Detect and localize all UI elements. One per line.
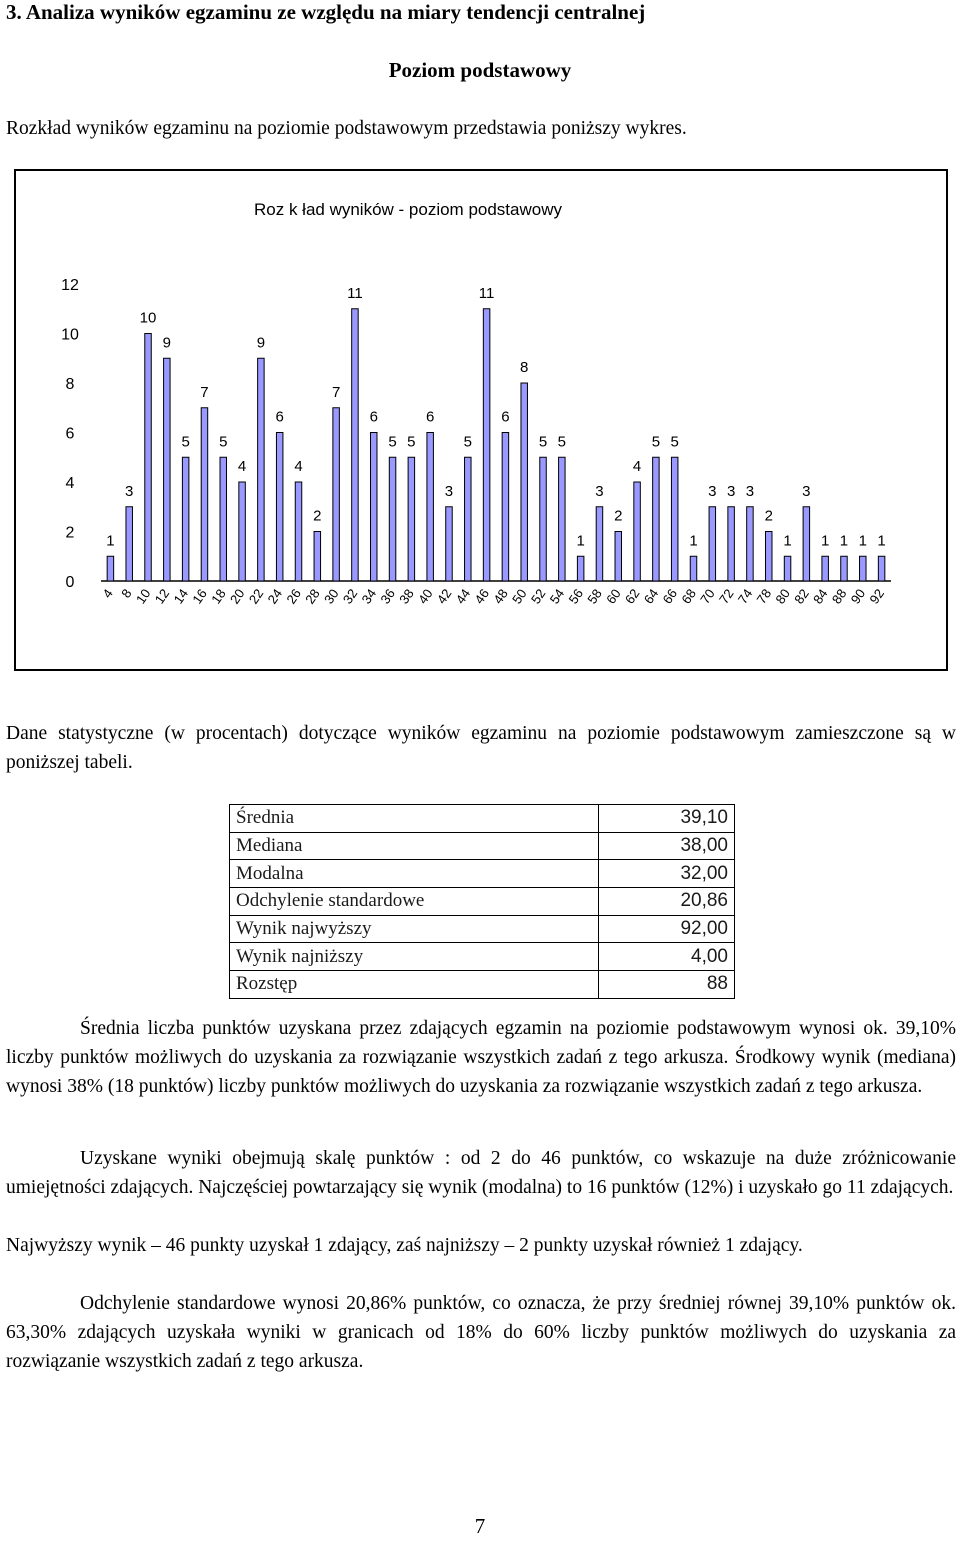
stats-row [230,805,735,833]
bar [314,532,321,582]
bar [446,507,453,581]
level-heading: Poziom podstawowy [388,58,572,82]
bar-data-label: 3 [726,482,736,500]
bar [559,457,566,581]
bar-data-label: 1 [783,532,792,550]
bar-data-label: 5 [670,433,679,451]
x-tick-label: 66 [659,586,681,607]
bar [615,532,622,582]
bar-data-label: 8 [520,359,529,376]
chart-canvas [16,171,946,669]
bar-data-label: 1 [858,532,867,550]
bar-data-label: 7 [200,383,209,401]
stats-row [230,971,735,999]
x-tick-label: 62 [621,586,643,607]
bar [201,408,208,581]
bar-data-label: 10 [139,309,157,327]
x-tick-label: 68 [678,586,699,607]
stats-row [230,915,735,943]
x-tick-label: 56 [565,586,587,607]
x-tick-label: 26 [283,586,304,607]
x-tick-label: 30 [320,586,342,607]
bar [577,556,584,581]
x-tick-label: 60 [603,586,624,607]
bar-data-label: 5 [407,433,416,451]
bar-data-label: 6 [501,408,510,426]
bar-data-label: 2 [313,507,322,525]
bar-data-label: 1 [839,532,849,550]
bar-data-label: 9 [162,334,172,352]
stats-row [230,943,735,971]
bar [878,556,885,581]
x-tick-label: 4 [99,586,116,601]
x-tick-label: 90 [847,586,869,607]
bar-data-label: 1 [820,532,830,550]
bar [276,433,283,582]
bar [822,556,829,581]
x-tick-label: 8 [118,586,135,601]
x-tick-label: 14 [170,586,192,607]
bar [107,556,114,581]
y-tick-label: 8 [65,376,75,393]
x-tick-label: 70 [697,586,718,607]
bar [671,457,678,581]
x-tick-label: 32 [339,586,361,607]
bar-data-label: 5 [219,433,228,451]
stats-row [230,888,735,916]
paragraph-extremes: Najwyższy wynik – 46 punkty uzyskał 1 zdający, zaś najniższy – 2 punkty uzyskał również 1 zdający. [6,1235,803,1256]
stats-label: Średnia [230,805,599,833]
bar [465,457,472,581]
bar-data-label: 3 [802,482,811,500]
x-tick-label: 72 [715,586,737,607]
x-tick-label: 44 [452,586,474,607]
x-tick-label: 34 [358,586,380,607]
section-heading: 3. Analiza wyników egzaminu ze względu na miary tendencji centralnej [6,0,646,24]
x-tick-label: 88 [828,586,850,607]
x-tick-label: 38 [396,586,417,607]
bar [239,482,246,581]
bar-data-label: 1 [689,532,698,550]
stats-row [230,860,735,888]
x-tick-label: 52 [527,586,549,607]
bar [596,507,603,581]
bar-data-label: 5 [181,433,190,451]
stats-value: 92,00 [599,915,735,943]
bar-data-label: 3 [125,482,134,500]
paragraph-range-mode: Uzyskane wyniki obejmują skalę punktów : od 2 do 46 punktów, co wskazuje na duże zróżnicowanie umiejętności zdających. Najczęściej powtarzający się wynik (modalna) to 16 punktów (12%) i uzyskało go 11 zdających. [6,1148,956,1198]
bar [803,507,810,581]
bar-data-label: 9 [256,334,266,352]
stats-value: 88 [599,971,735,999]
y-tick-label: 10 [61,326,79,344]
bar-data-label: 4 [632,458,642,475]
stats-row [230,832,735,860]
bar [502,433,509,582]
x-tick-label: 24 [264,586,286,607]
x-tick-label: 42 [433,586,455,607]
x-tick-label: 36 [377,586,399,607]
bar-data-label: 2 [614,507,623,525]
bar [220,457,227,581]
stats-label: Mediana [230,832,599,860]
bar [182,457,189,581]
chart-title: Roz k ład wyników - poziom podstawowy [253,200,563,219]
stats-value: 38,00 [599,832,735,860]
bar [483,309,490,581]
bar [634,482,641,581]
bar [352,309,359,581]
x-tick-label: 80 [772,586,794,607]
bar [765,532,772,582]
bar-data-label: 4 [294,458,303,475]
bar-data-label: 5 [388,433,397,451]
stats-label: Modalna [230,860,599,888]
bar [841,556,848,581]
bar [408,457,415,581]
stats-value: 39,10 [599,805,735,833]
stats-label: Wynik najwyższy [230,915,599,943]
bar [690,556,697,581]
x-tick-label: 40 [415,586,436,607]
bar-data-label: 11 [478,284,495,302]
page-number: 7 [474,1514,486,1538]
bar [709,507,716,581]
paragraph-std-dev: Odchylenie standardowe wynosi 20,86% punktów, co oznacza, że przy średniej równej 39,10% punktów ok. 63,30% zdających uzyskała wyniki w granicach od 18% do 60% liczby punktów możliwych do uzyskania za rozwiązanie wszystkich zadań z tego arkusza. [6,1293,956,1372]
bar-data-label: 4 [237,458,247,475]
y-tick-label: 12 [61,277,79,294]
bar [295,482,302,581]
bar [126,507,133,581]
stats-value: 32,00 [599,860,735,888]
bar-data-label: 6 [275,408,284,426]
bar [258,358,265,581]
bar-data-label: 2 [764,507,773,525]
x-tick-label: 10 [132,586,154,607]
stats-intro-text: Dane statystyczne (w procentach) dotyczące wyników egzaminu na poziomie podstawowym zamieszczone są w poniższej tabeli. [6,723,956,773]
x-tick-label: 82 [791,586,812,607]
bar [747,507,754,581]
y-tick-label: 2 [65,524,75,542]
stats-label: Rozstęp [230,971,599,999]
bar-data-label: 3 [745,482,755,500]
y-tick-label: 4 [65,475,75,492]
bar [164,358,171,581]
bar-data-label: 5 [557,433,567,451]
bar-data-label: 1 [877,532,886,550]
bar-data-label: 7 [331,383,341,401]
bar [389,457,396,581]
stats-label: Wynik najniższy [230,943,599,971]
y-tick-label: 0 [65,574,75,591]
bar-data-label: 5 [463,433,472,451]
x-tick-label: 78 [753,586,775,607]
bar [653,457,660,581]
x-tick-label: 48 [490,586,511,607]
x-tick-label: 20 [226,586,248,607]
x-tick-label: 92 [866,586,888,607]
bar-data-label: 5 [538,433,548,451]
bar [540,457,547,581]
bar-data-label: 1 [576,532,585,550]
bar-data-label: 3 [708,482,717,500]
bar-data-label: 6 [425,408,435,426]
bar [521,383,528,581]
stats-label: Odchylenie standardowe [230,888,599,916]
x-tick-label: 74 [734,586,756,607]
x-tick-label: 22 [245,586,267,607]
x-tick-label: 50 [509,586,530,607]
chart-intro-text: Rozkład wyników egzaminu na poziomie podstawowym przedstawia poniższy wykres. [6,118,687,139]
x-tick-label: 54 [546,586,568,607]
y-tick-label: 6 [65,425,75,443]
bar [333,408,340,581]
x-tick-label: 58 [584,586,605,607]
x-tick-label: 16 [189,586,210,607]
bar-data-label: 3 [444,482,454,500]
x-tick-label: 28 [302,586,323,607]
bar-data-label: 3 [595,482,604,500]
bar-data-label: 11 [347,284,363,302]
paragraph-mean-median: Średnia liczba punktów uzyskana przez zdających egzamin na poziomie podstawowym wynosi ok. 39,10% liczby punktów możliwych do uzyskania za rozwiązanie wszystkich zadań z tego arkusza. Środkowy wynik (mediana) wynosi 38% (18 punktów) liczby punktów możliwych do uzyskania za rozwiązanie wszystkich zadań z tego arkusza. [6,1018,956,1097]
x-tick-label: 12 [151,586,173,607]
bar [728,507,735,581]
bar-data-label: 1 [106,532,115,550]
bar [145,334,152,582]
x-tick-label: 84 [810,586,831,607]
x-tick-label: 18 [208,586,229,607]
bar-data-label: 6 [369,408,378,426]
stats-value: 4,00 [599,943,735,971]
bar [860,556,867,581]
bar [427,433,434,582]
stats-value: 20,86 [599,888,735,916]
x-tick-label: 64 [640,586,662,607]
results-chart [14,169,948,671]
bar-data-label: 5 [651,433,661,451]
x-tick-label: 46 [471,586,493,607]
bar [370,433,377,582]
stats-table [229,804,735,999]
bar [784,556,791,581]
